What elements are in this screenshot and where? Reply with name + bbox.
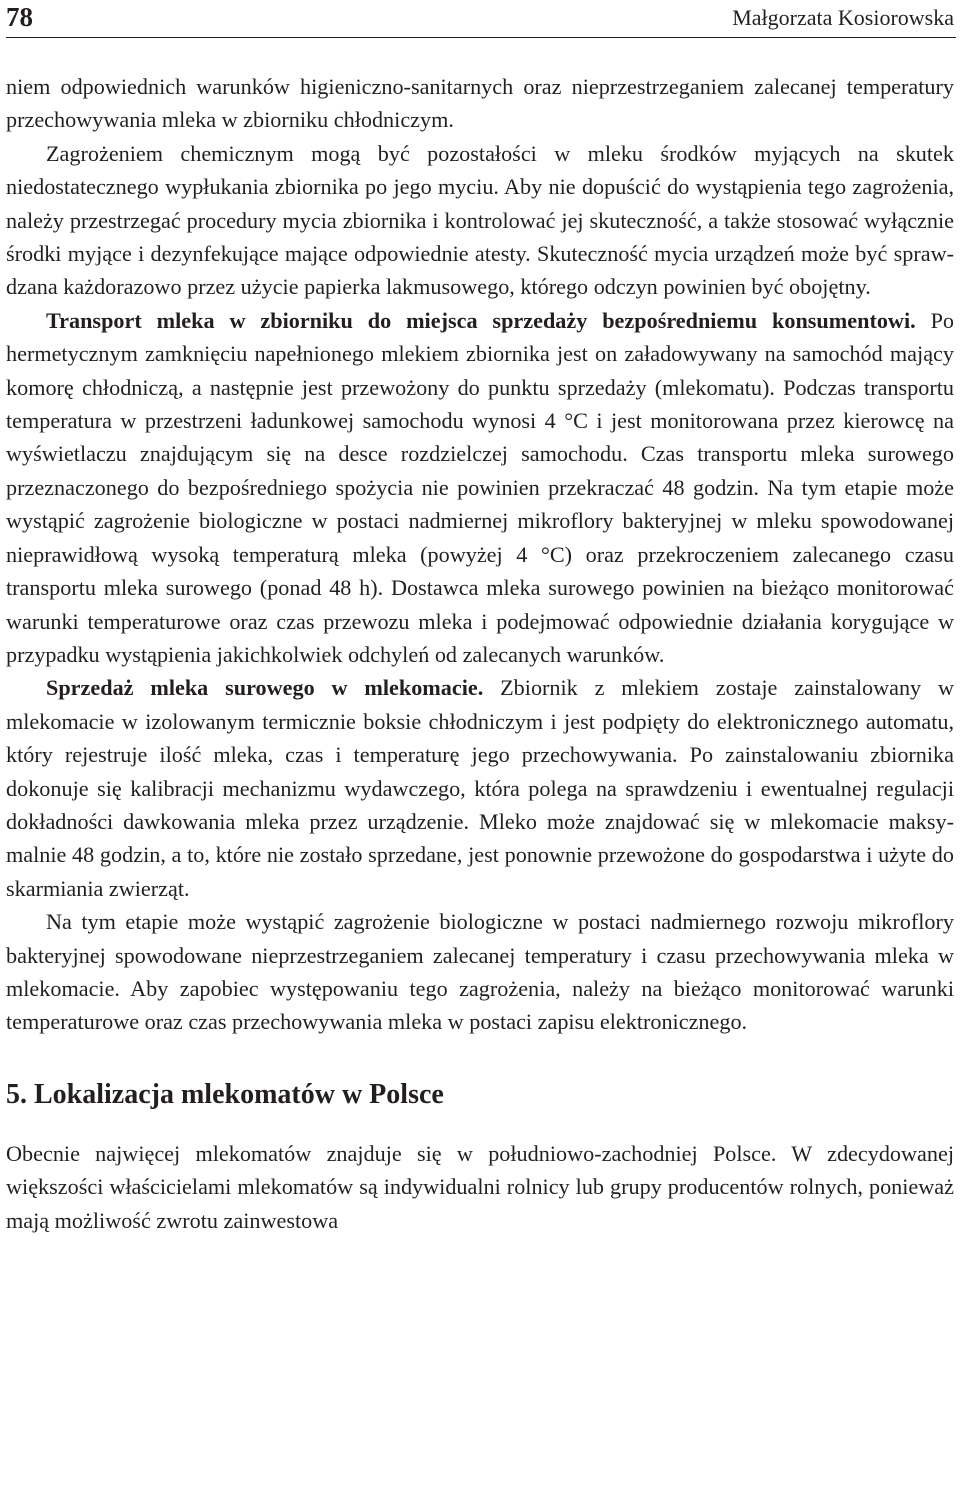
paragraph-transport-body: Po hermetycznym zamknięciu napełnionego mlekiem zbiornika jest on załadowywany na samochód mający komorę chłodniczą, a następnie jest przewożony do punktu sprzedaży (mlekomatu). Podczas transportu temperatura w przestrzeni ładunkowej samochodu wynosi 4 °C i jest monitorowana przez kierowcę na wyświetlaczu znajdującym się na desce rozdzielczej samochodu. Czas transportu mleka surowego przeznaczonego do bezpośredniego spożycia nie powinien przekraczać 48 godzin. Na tym etapie może wystąpić zagrożenie biologiczne w postaci nadmiernej mikroflory bakteryjnej w mleku spowodowanej nieprawidłową wysoką temperaturą mleka (powyżej 4 °C) oraz przekroczeniem zalecanego czasu transportu mleka surowego (ponad 48 h). Dostawca mleka surowego powinien na bieżąco monitorować warunki temperaturowe oraz czas przewozu mleka i podejmować odpowiednie działania korygujące w przypadku wystąpienia jakichkolwiek odchyleń od zalecanych warunków. [6, 307, 955, 667]
paragraph-continuation: niem odpowiednich warunków higieniczno-sanitarnych oraz nieprzestrzeganiem zalecanej temperatury przechowywania mleka w zbiorniku chłodniczym. [6, 74, 954, 133]
paragraph-transport [6, 304, 954, 671]
paragraph-sale-body: Zbiornik z mlekiem zostaje zainstalowany w mlekomacie w izolowanym termicznie boksie chłodniczym i jest podpięty do elektronicznego automatu, który rejestruje ilość mleka, czas i temperaturę jego przechowywania. Po zainstalowaniu zbiornika dokonuje się kalibracji mechanizmu wydawczego, która polega na sprawdzeniu i ewentualnej regulacji dokładności dawkowania mleka przez urządzenie. Mleko może znajdować się w mlekomacie maksymalnie 48 godzin, a to, które nie zostało sprzedane, jest ponownie przewożone do gospodarstwa i użyte do skarmiania zwierząt. [6, 675, 954, 901]
paragraph-chemical-hazard: Zagrożeniem chemicznym mogą być pozostałości w mleku środków myjących na skutek niedostatecznego wypłukania zbiornika po jego myciu. Aby nie dopuścić do wystąpienia tego zagrożenia, należy przestrzegać procedury mycia zbiornika i kontrolować jej skuteczność, a także stosować wyłącznie środki myjące i dezynfekujące mające odpowiednie atesty. Skuteczność mycia urządzeń może być sprawdzana każdorazowo przez użycie papierka lakmusowego, którego odczyn powinien być obojętny. [6, 140, 954, 300]
paragraph-biological-hazard: Na tym etapie może wystąpić zagrożenie biologiczne w postaci nadmiernego rozwoju mikroflory bakteryjnej spowodowane nieprzestrzeganiem zalecanej temperatury i czasu przechowywania mleka w mlekomacie. Aby zapobiec występowaniu tego zagrożenia, należy na bieżąco monitorować warunki temperaturowe oraz czas przechowywania mleka w postaci zapisu elektronicznego. [6, 909, 954, 1035]
page-header [6, 0, 956, 38]
paragraph-sale [6, 671, 954, 905]
paragraph-location: Obecnie najwięcej mlekomatów znajduje się w południowo-zachodniej Polsce. W zdecydowanej większości właścicielami mlekomatów są indywidualni rolnicy lub grupy producentów rolnych, ponieważ mają możliwość zwrotu zainwestowa [6, 1140, 954, 1233]
header-rule [6, 37, 956, 38]
section-heading: 5. Lokalizacja mlekomatów w Polsce [6, 1078, 444, 1110]
paragraph-transport-heading: Transport mleka w zbiorniku do miejsca sprzedaży bezpośredniemu konsumentowi. [46, 307, 916, 333]
page-body [6, 70, 954, 1237]
page-number: 78 [6, 2, 33, 32]
running-header-author: Małgorzata Kosiorowska [732, 5, 954, 30]
paragraph-sale-heading: Sprzedaż mleka surowego w mlekomacie. [46, 675, 484, 701]
